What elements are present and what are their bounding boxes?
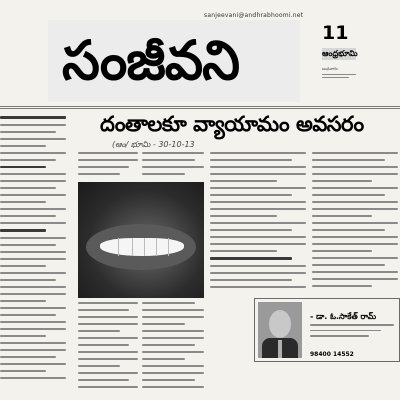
tooth-gap bbox=[118, 238, 119, 256]
text-line bbox=[142, 365, 204, 367]
text-line bbox=[312, 215, 372, 217]
text-line bbox=[78, 344, 129, 346]
text-line bbox=[142, 386, 204, 388]
text-line bbox=[0, 335, 46, 337]
text-line bbox=[312, 173, 398, 175]
text-line bbox=[0, 279, 56, 281]
text-line bbox=[210, 257, 292, 260]
text-line bbox=[312, 229, 385, 231]
text-line bbox=[210, 250, 277, 252]
text-line bbox=[312, 271, 398, 273]
text-line bbox=[210, 272, 306, 274]
header-rule bbox=[0, 108, 400, 109]
text-line bbox=[0, 272, 66, 274]
text-line bbox=[0, 307, 66, 309]
text-line bbox=[142, 309, 204, 311]
tooth-gap bbox=[144, 238, 145, 256]
author-name: - డా. ఓ.సాకేత్ రామ్ bbox=[310, 312, 377, 321]
masthead-line bbox=[322, 74, 356, 75]
text-line bbox=[0, 300, 46, 302]
text-line bbox=[0, 222, 66, 224]
text-line bbox=[142, 302, 195, 304]
header-rule bbox=[0, 106, 400, 107]
tooth-gap bbox=[132, 238, 133, 256]
text-line bbox=[0, 215, 56, 217]
text-line bbox=[210, 180, 277, 182]
text-line bbox=[312, 285, 372, 287]
teeth-photo bbox=[78, 182, 204, 298]
text-line bbox=[78, 152, 138, 154]
text-line bbox=[312, 222, 398, 224]
text-line bbox=[210, 265, 306, 267]
text-line bbox=[210, 279, 292, 281]
text-line bbox=[312, 278, 398, 280]
text-line bbox=[210, 166, 306, 168]
text-line bbox=[312, 194, 385, 196]
text-line bbox=[78, 379, 129, 381]
text-line bbox=[0, 356, 56, 358]
text-line bbox=[78, 166, 129, 168]
text-line bbox=[0, 152, 66, 154]
text-line bbox=[0, 321, 66, 323]
masthead-date-block bbox=[322, 66, 356, 80]
text-line bbox=[310, 330, 381, 332]
text-line bbox=[0, 201, 46, 203]
text-line bbox=[0, 251, 66, 253]
text-line bbox=[312, 236, 398, 238]
text-column-left bbox=[0, 116, 66, 400]
text-line bbox=[210, 208, 306, 210]
text-line bbox=[78, 309, 129, 311]
text-line bbox=[0, 229, 46, 232]
text-line bbox=[210, 152, 306, 154]
text-line bbox=[0, 314, 56, 316]
text-line bbox=[210, 229, 292, 231]
text-line bbox=[210, 187, 306, 189]
text-line bbox=[142, 372, 204, 374]
text-line bbox=[78, 302, 138, 304]
text-line bbox=[0, 138, 66, 140]
text-line bbox=[78, 330, 120, 332]
text-line bbox=[0, 377, 66, 379]
text-line bbox=[78, 386, 138, 388]
text-line bbox=[0, 180, 66, 182]
text-line bbox=[142, 166, 204, 168]
text-line bbox=[312, 166, 398, 168]
text-line bbox=[78, 365, 120, 367]
text-line bbox=[78, 372, 138, 374]
text-line bbox=[0, 116, 66, 119]
text-line bbox=[142, 152, 204, 154]
teeth-shape bbox=[100, 238, 184, 256]
text-line bbox=[142, 344, 195, 346]
text-line bbox=[0, 159, 56, 161]
text-line bbox=[312, 243, 398, 245]
text-line bbox=[310, 324, 394, 326]
text-line bbox=[0, 293, 66, 295]
brand-logo: ఆంధ్రభూమి bbox=[322, 49, 358, 58]
article-headline: దంతాలకూ వ్యాయామం అవసరం bbox=[100, 112, 364, 136]
masthead-title: సంజీవని bbox=[62, 29, 240, 92]
text-line bbox=[142, 316, 204, 318]
text-line bbox=[78, 316, 138, 318]
text-line bbox=[312, 180, 372, 182]
text-line bbox=[210, 201, 306, 203]
text-line bbox=[0, 370, 46, 372]
text-line bbox=[142, 323, 185, 325]
text-line bbox=[210, 236, 306, 238]
text-line bbox=[78, 159, 138, 161]
text-column-bottom-b bbox=[142, 302, 204, 400]
text-line bbox=[78, 337, 138, 339]
text-line bbox=[312, 208, 398, 210]
tooth-gap bbox=[156, 238, 157, 256]
text-line bbox=[312, 152, 398, 154]
text-line bbox=[142, 351, 204, 353]
text-line bbox=[0, 194, 66, 196]
text-line bbox=[0, 124, 66, 126]
text-column-bottom-a bbox=[78, 302, 138, 400]
text-column-right bbox=[312, 152, 398, 298]
text-line bbox=[0, 187, 56, 189]
page-number: 11 bbox=[322, 22, 349, 44]
masthead-day: బుధవారం bbox=[322, 66, 338, 71]
text-line bbox=[0, 237, 66, 239]
author-phone: 98400 14552 bbox=[310, 351, 354, 358]
text-line bbox=[78, 358, 138, 360]
text-line bbox=[312, 250, 372, 252]
text-line bbox=[142, 159, 195, 161]
text-line bbox=[0, 166, 46, 169]
text-line bbox=[210, 222, 306, 224]
text-line bbox=[0, 342, 66, 344]
text-line bbox=[142, 337, 204, 339]
text-line bbox=[0, 363, 66, 365]
text-line bbox=[78, 323, 138, 325]
text-line bbox=[210, 194, 292, 196]
text-column-top-a bbox=[78, 152, 138, 180]
text-column-middle bbox=[210, 152, 306, 400]
text-line bbox=[0, 349, 66, 351]
text-line bbox=[0, 265, 46, 267]
text-line bbox=[210, 215, 277, 217]
text-line bbox=[210, 173, 306, 175]
author-tie bbox=[278, 340, 282, 358]
text-line bbox=[142, 358, 185, 360]
text-line bbox=[78, 351, 138, 353]
text-line bbox=[0, 131, 56, 133]
text-line bbox=[312, 257, 398, 259]
text-line bbox=[312, 201, 398, 203]
author-photo bbox=[258, 302, 302, 358]
author-details bbox=[310, 324, 394, 341]
text-line bbox=[312, 187, 398, 189]
text-line bbox=[0, 173, 66, 175]
text-line bbox=[142, 330, 204, 332]
handwritten-note: (ఆం/ భూమి - 30-10-13 bbox=[112, 140, 195, 149]
text-line bbox=[0, 328, 66, 330]
text-line bbox=[310, 335, 369, 337]
text-line bbox=[142, 379, 195, 381]
text-line bbox=[78, 173, 120, 175]
text-column-top-b bbox=[142, 152, 204, 180]
text-line bbox=[312, 264, 385, 266]
text-line bbox=[142, 173, 185, 175]
masthead-email: sanjeevani@andhrabhoomi.net bbox=[204, 12, 304, 19]
masthead-line bbox=[322, 77, 349, 78]
text-line bbox=[312, 159, 385, 161]
text-line bbox=[210, 243, 306, 245]
text-line bbox=[0, 145, 46, 147]
text-line bbox=[210, 159, 292, 161]
text-line bbox=[210, 286, 306, 288]
text-line bbox=[0, 286, 66, 288]
author-face bbox=[269, 310, 291, 338]
tooth-gap bbox=[168, 238, 169, 256]
text-line bbox=[0, 208, 66, 210]
text-line bbox=[0, 258, 66, 260]
text-line bbox=[0, 244, 56, 246]
